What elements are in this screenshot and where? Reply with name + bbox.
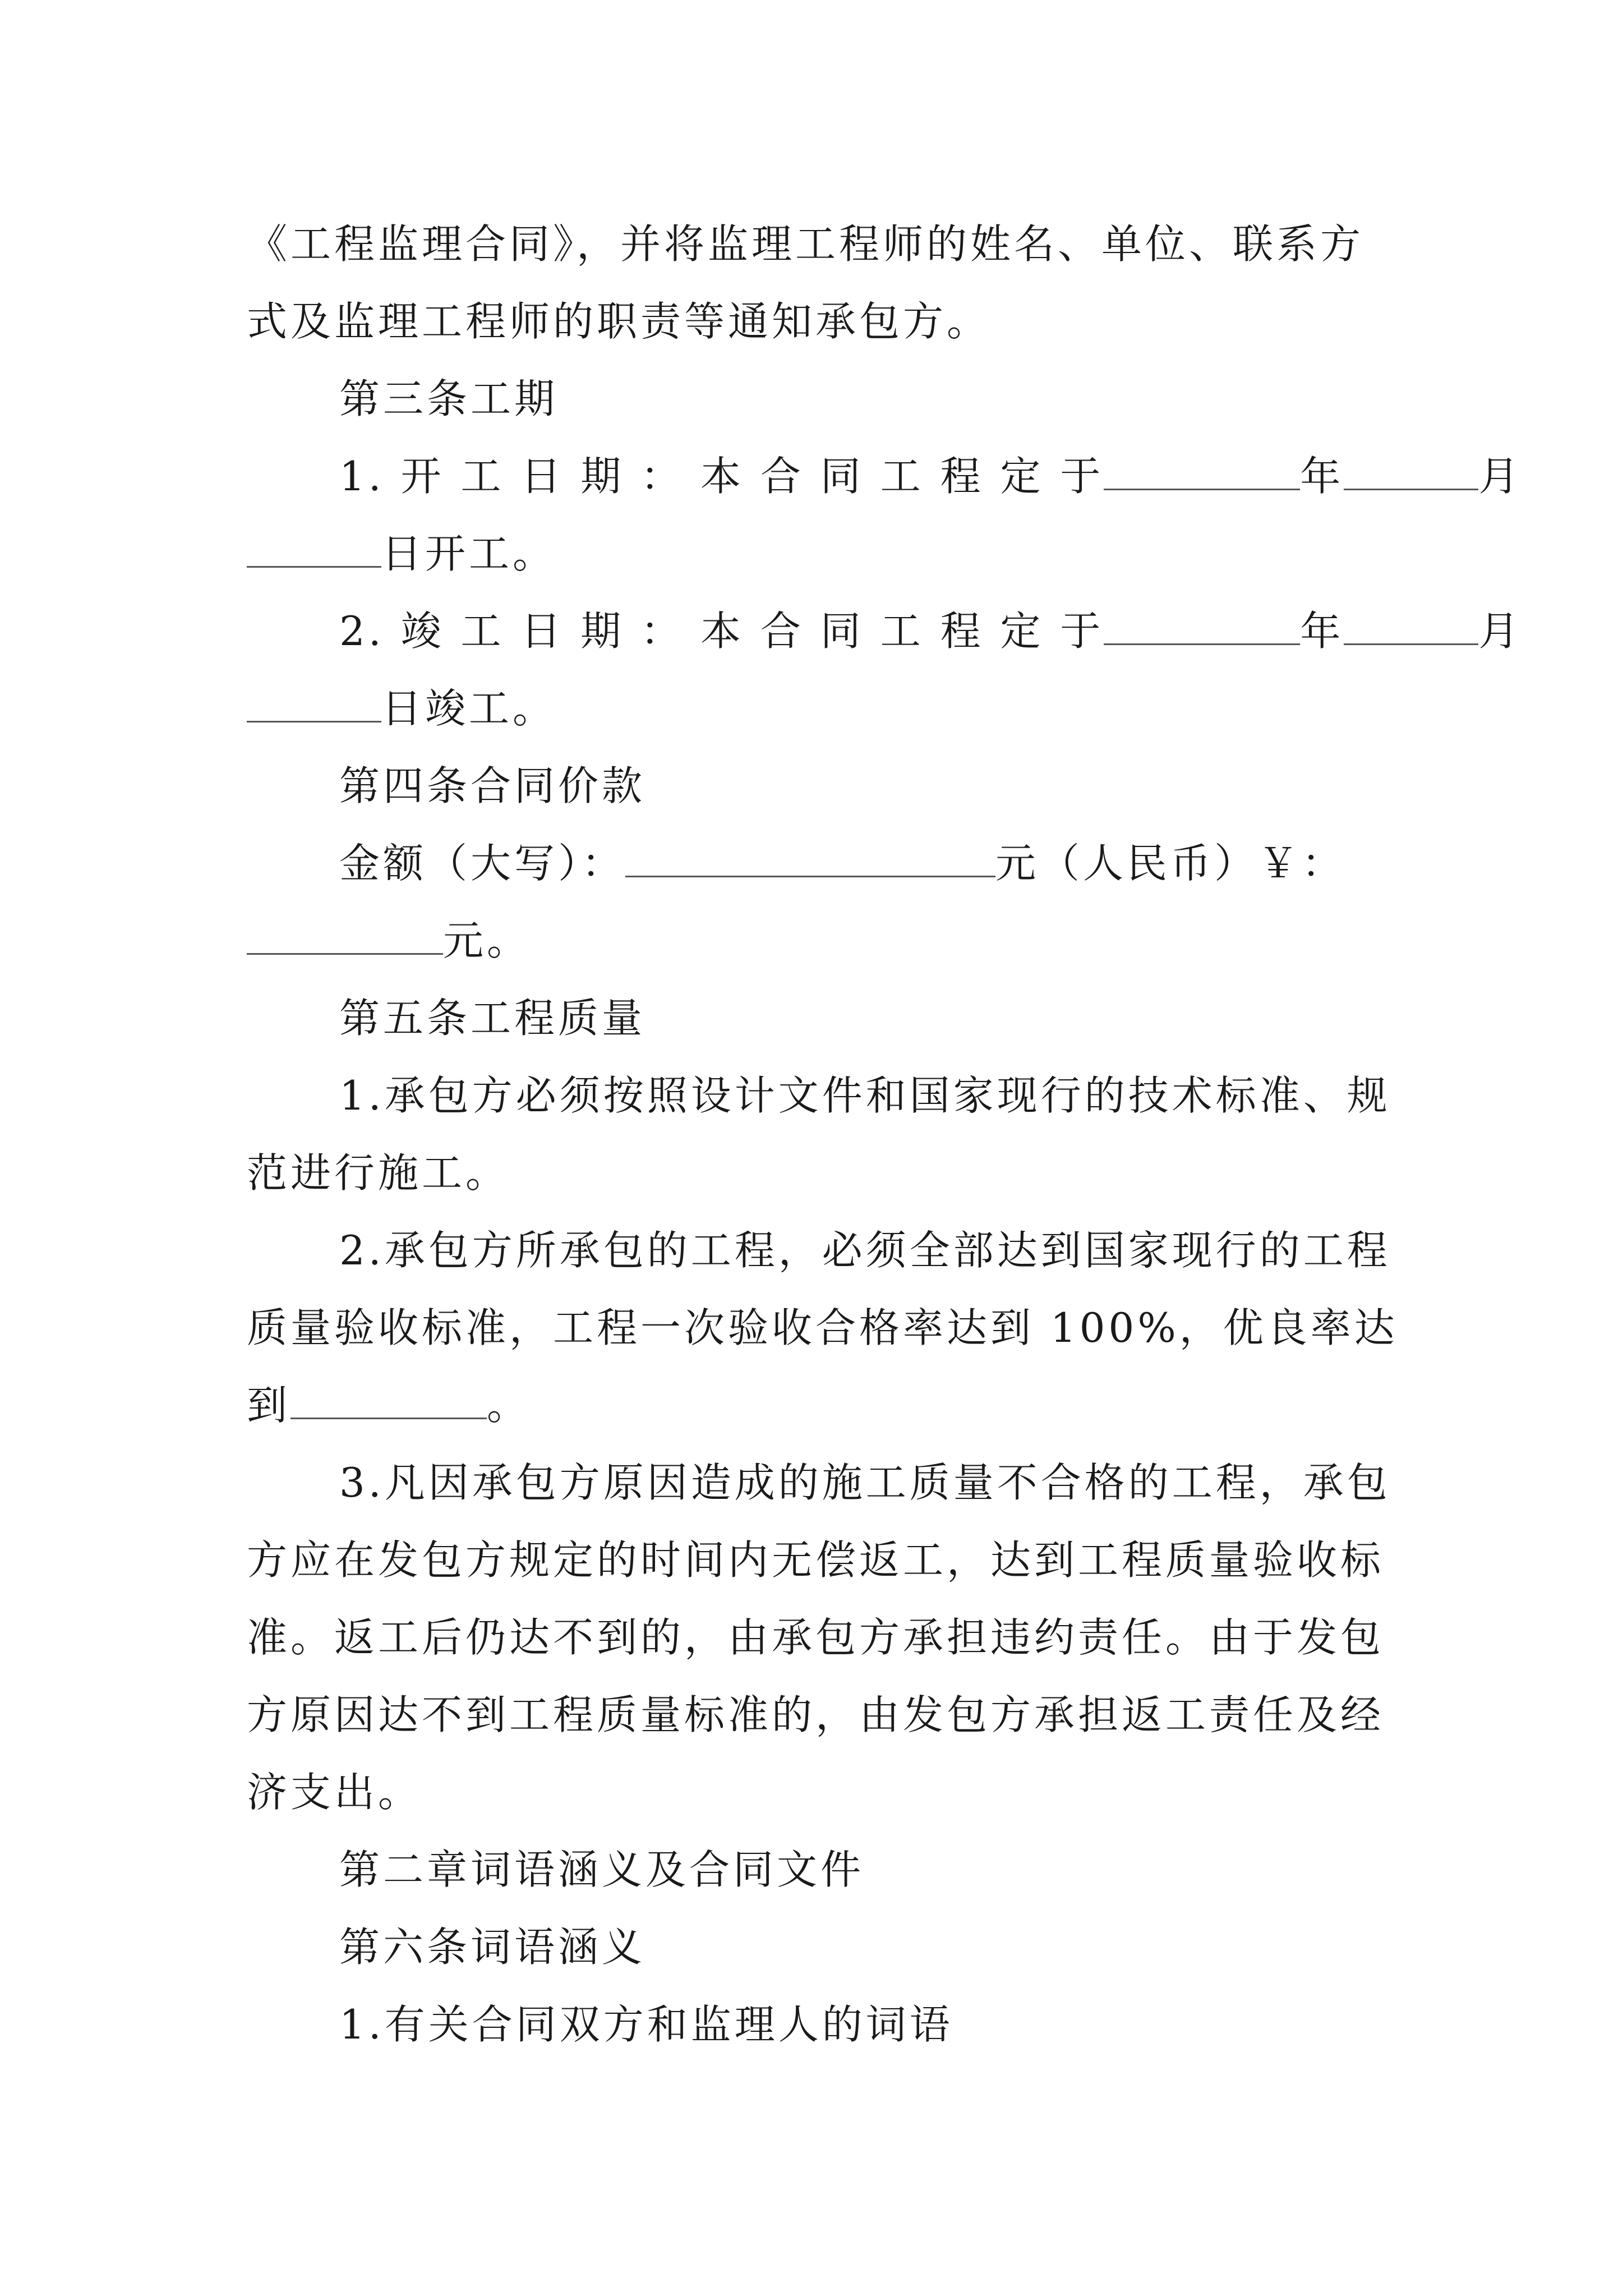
year-blank — [1104, 456, 1300, 490]
chapter-heading: 第二章词语涵义及合同文件 — [339, 1846, 865, 1893]
month-blank — [1344, 456, 1478, 490]
paragraph-line: 1.有关合同双方和监理人的词语 — [339, 2001, 953, 2048]
amount-number-blank — [247, 921, 443, 955]
finish-date-line-2 — [247, 683, 556, 734]
paragraph-line: 范进行施工。 — [247, 1149, 510, 1197]
article-heading: 第四条合同价款 — [339, 762, 646, 809]
day-label: 日开工。 — [381, 530, 557, 577]
amount-label: 金额（大写）： — [339, 840, 626, 887]
paragraph-line: 济支出。 — [247, 1769, 422, 1816]
article-heading: 第六条词语涵义 — [339, 1924, 646, 1971]
start-date-line-2 — [247, 528, 556, 579]
amount-currency-label: 元（人民币）￥： — [995, 840, 1346, 887]
paragraph-line: 《工程监理合同》，并将监理工程师的姓名、单位、联系方 — [247, 220, 1364, 268]
paragraph-line: 准。返工后仍达不到的，由承包方承担违约责任。由于发包 — [247, 1614, 1385, 1661]
paragraph-line: 1.承包方必须按照设计文件和国家现行的技术标准、规 — [339, 1072, 1391, 1119]
article-heading: 第五条工程质量 — [339, 995, 646, 1042]
amount-line-2 — [247, 915, 531, 966]
day-blank — [247, 688, 381, 723]
finish-date-label: 2. 竣 工 日 期 ： 本 合 同 工 程 定 于 — [339, 608, 1104, 655]
paragraph-line: 质量验收标准，工程一次验收合格率达到 100%，优良率达 — [247, 1304, 1398, 1351]
paragraph-line: 方应在发包方规定的时间内无偿返工，达到工程质量验收标 — [247, 1536, 1385, 1584]
amount-line — [339, 838, 1345, 889]
year-label: 年 — [1300, 608, 1344, 655]
quality-rate-label: 到 — [247, 1382, 291, 1429]
month-label: 月 — [1478, 453, 1523, 500]
year-blank — [1104, 611, 1300, 645]
start-date-line — [339, 451, 1522, 501]
day-blank — [247, 533, 381, 568]
quality-rate-blank — [291, 1385, 487, 1419]
amount-unit: 元。 — [443, 917, 531, 964]
article-heading: 第三条工期 — [339, 375, 559, 422]
day-label: 日竣工。 — [381, 685, 557, 732]
start-date-label: 1. 开 工 日 期 ： 本 合 同 工 程 定 于 — [339, 453, 1104, 500]
quality-rate-line — [247, 1380, 531, 1430]
paragraph-line: 3.凡因承包方原因造成的施工质量不合格的工程，承包 — [339, 1459, 1391, 1506]
finish-date-line — [339, 606, 1522, 656]
paragraph-line: 2.承包方所承包的工程，必须全部达到国家现行的工程 — [339, 1227, 1391, 1274]
amount-words-blank — [625, 843, 995, 877]
quality-rate-end: 。 — [487, 1382, 531, 1429]
month-label: 月 — [1478, 608, 1523, 655]
paragraph-line: 式及监理工程师的职责等通知承包方。 — [247, 298, 991, 345]
month-blank — [1344, 611, 1478, 645]
paragraph-line: 方原因达不到工程质量标准的，由发包方承担返工责任及经 — [247, 1691, 1385, 1738]
year-label: 年 — [1300, 453, 1344, 500]
